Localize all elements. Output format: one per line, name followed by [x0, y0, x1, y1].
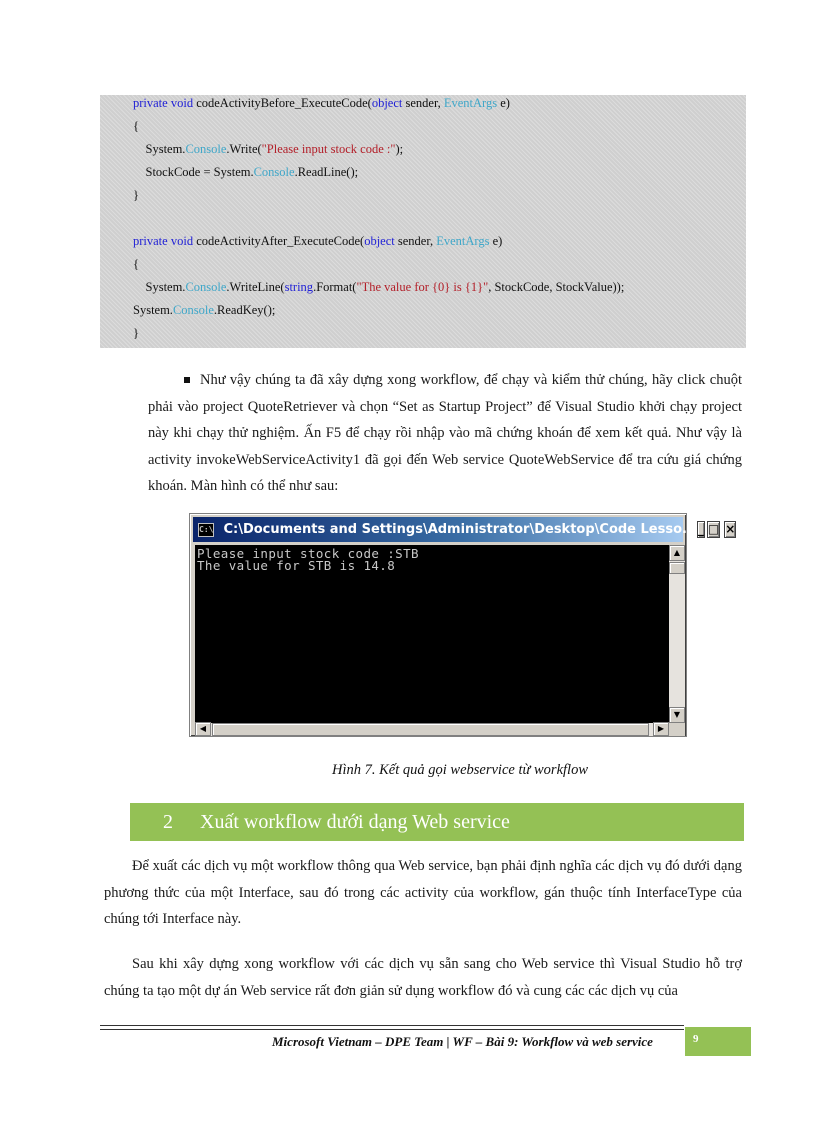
footer-text: Microsoft Vietnam – DPE Team | WF – Bài 9: Workflow và web service — [272, 1034, 653, 1049]
section-heading — [130, 803, 744, 841]
code-line: StockCode = System.Console.ReadLine(); — [133, 165, 359, 179]
code-line: } — [133, 326, 139, 340]
code-line: { — [133, 257, 139, 271]
minimize-button[interactable]: _ — [697, 522, 704, 536]
code-line: private void codeActivityBefore_ExecuteCode(object sender, EventArgs e) — [133, 96, 510, 110]
page-number: 9 — [685, 1027, 751, 1056]
bullet-icon — [184, 377, 190, 383]
code-line: } — [133, 188, 139, 202]
footer-rule — [100, 1025, 684, 1026]
console-output-line: Please input stock code :STB — [197, 546, 419, 561]
code-line: { — [133, 119, 139, 133]
code-line: System.Console.Write("Please input stock code :"); — [133, 142, 404, 156]
maximize-button[interactable]: □ — [707, 522, 720, 536]
figure-caption: Hình 7. Kết quả gọi webservice từ workflow — [332, 762, 588, 778]
close-button[interactable]: × — [725, 522, 736, 536]
console-titlebar[interactable] — [193, 517, 736, 542]
code-block — [100, 95, 746, 348]
scroll-down-icon[interactable]: ▼ — [669, 707, 685, 723]
paragraph — [104, 951, 742, 1004]
vertical-scrollbar[interactable] — [669, 545, 685, 723]
footer-rule — [100, 1029, 684, 1030]
code-line: private void codeActivityAfter_ExecuteCode(object sender, EventArgs e) — [133, 234, 503, 248]
section-title: Xuất workflow dưới dạng Web service — [200, 810, 510, 833]
horizontal-scroll-thumb[interactable] — [212, 723, 649, 736]
resize-grip-icon[interactable] — [669, 723, 685, 736]
paragraph — [104, 853, 742, 933]
bullet-text: Như vậy chúng ta đã xây dựng xong workflow, để chạy và kiểm thử chúng, hãy click chuột phải vào project QuoteRetriever và chọn “Set as Startup Project” để Visual Studio khởi chạy project này khi chạy thử nghiệm. Ấn F5 để chạy rồi nhập vào mã chứng khoán để xem kết quả. Như vậy là activity invokeWebServiceActivity1 đã gọi đến Web service QuoteWebService để tra cứu giá chứng khoán. Màn hình có thể như sau: — [148, 372, 742, 495]
console-title: C:\Documents and Settings\Administrator\Desktop\Code Lesso... — [223, 522, 697, 537]
paragraph-text: Sau khi xây dựng xong workflow với các dịch vụ sẵn sang cho Web service thì Visual Studio hỗ trợ chúng ta tạo một dự án Web service rất đơn giản sử dụng workflow đó và cung các các dịch vụ của — [104, 956, 742, 999]
console-system-icon[interactable]: C:\ — [198, 523, 214, 537]
vertical-scroll-thumb[interactable] — [669, 562, 685, 574]
console-output-line: The value for STB is 14.8 — [197, 558, 396, 573]
scroll-up-icon[interactable]: ▲ — [669, 545, 685, 561]
code-line: System.Console.WriteLine(string.Format("The value for {0} is {1}", StockCode, StockValue)); — [133, 280, 625, 294]
bullet-paragraph — [148, 367, 742, 500]
console-window — [189, 513, 736, 737]
horizontal-scrollbar[interactable] — [195, 723, 669, 736]
scroll-left-icon[interactable]: ◀ — [195, 722, 211, 736]
console-output[interactable] — [195, 545, 669, 723]
section-number: 2 — [163, 810, 173, 833]
scroll-right-icon[interactable]: ▶ — [653, 722, 669, 736]
code-line: System.Console.ReadKey(); — [133, 303, 276, 317]
paragraph-text: Để xuất các dịch vụ một workflow thông qua Web service, bạn phải định nghĩa các dịch vụ đó dưới dạng phương thức của một Interface, sau đó trong các activity của workflow, gán thuộc tính InterfaceType của chúng tới Interface này. — [104, 858, 742, 928]
